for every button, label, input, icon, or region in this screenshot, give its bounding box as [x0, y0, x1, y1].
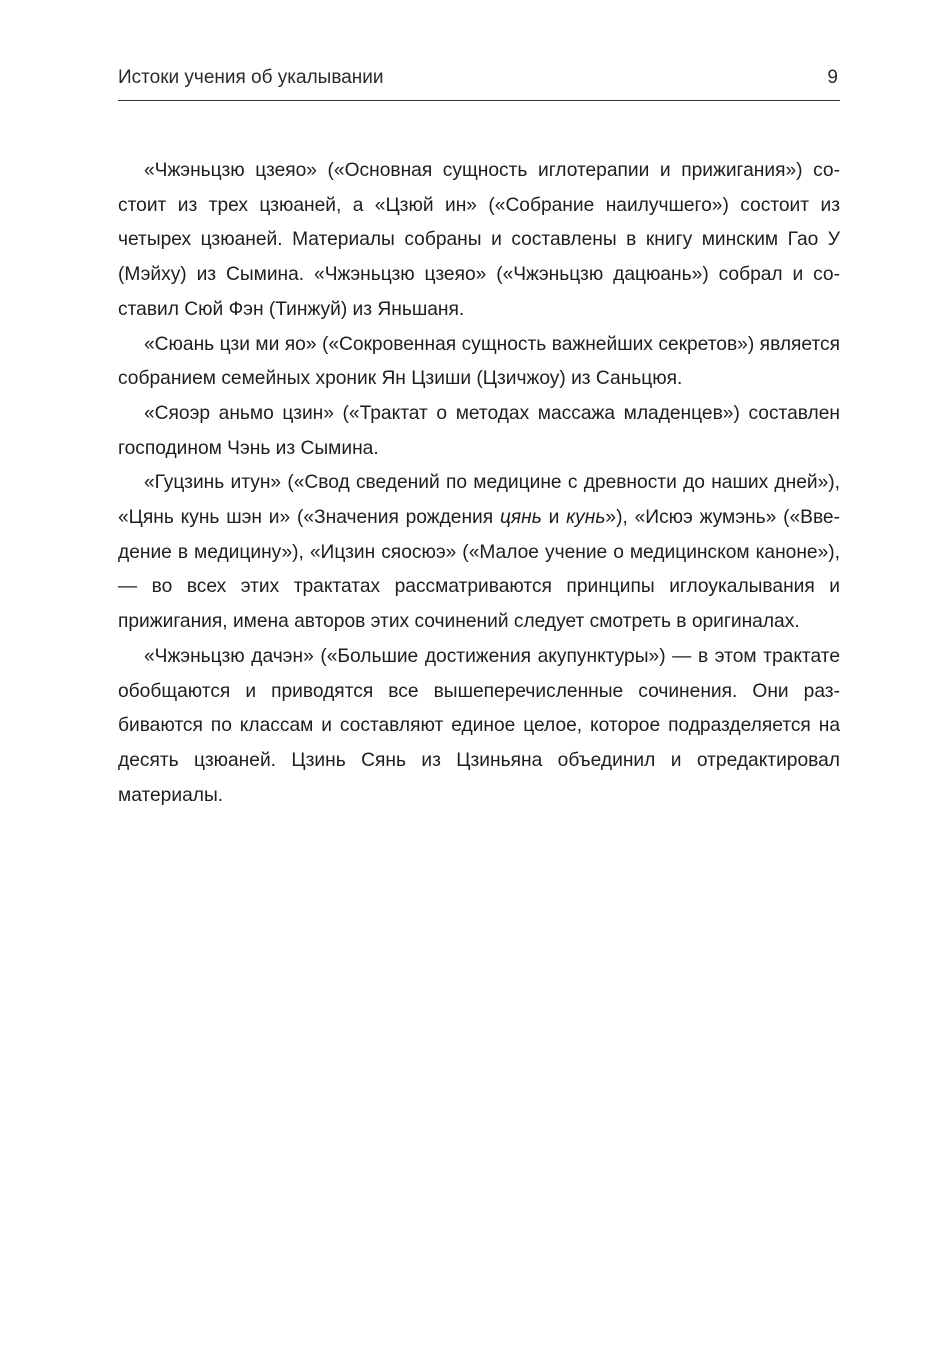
paragraph-2: «Сюань цзи ми яо» («Сокровенная сущность важнейших секретов») является собранием семейных хроник Ян Цзиши (Цзичжоу) из Саньцюя. [118, 333, 840, 390]
paragraph-1: «Чжэньцзю цзеяо» («Основная сущность иглотерапии и прижигания») состоит из трех цзюаней, а «Цзюй ин» («Собрание наилучшего») состоит из четырех цзюаней. Материалы собраны и составлены в книгу минским Гао У (Мэйху) из Сымина. «Чжэньцзю цзеяо» («Чжэньцзю дацюань») собрал и составил Сюй Фэн (Тинжуй) из Яньшаня. [118, 160, 840, 320]
paragraph-4-text-after: »), «Исюэ жумэнь» («Введение в медицину»), «Ицзин сяосюэ» («Малое учение о медицинском каноне»), — во всех этих трактатах рассматриваются принципы иглоукалывания и прижигания, имена авторов этих сочинений следует смотреть в оригиналах. [118, 507, 840, 633]
paragraph-4-text-between: и [541, 507, 567, 529]
running-header [118, 64, 840, 101]
header-title: Истоки учения об укалывании [118, 67, 384, 88]
paragraph-5: «Чжэньцзю дачэн» («Большие достижения акупунктуры») — в этом трактате обобщаются и приводятся все вышеперечисленные сочинения. Они разбиваются по классам и составляют единое целое, которое подразделяется на десять цзюаней. Цзинь Сянь из Цзиньяна объединил и отредактировал материалы. [118, 645, 840, 806]
paragraph-3: «Сяоэр аньмо цзин» («Трактат о методах массажа младенцев») составлен господином Чэнь из Сымина. [118, 402, 840, 459]
italic-term-tsyan: цянь [499, 507, 542, 529]
body-text [118, 154, 840, 813]
paragraph-4 [118, 466, 840, 640]
paragraph-4-text-before: «Гуцзинь итун» («Свод сведений по медицине с древности до наших дней»), «Цянь кунь шэн и» («Значения рождения [118, 472, 840, 529]
italic-term-kun: кунь [566, 507, 606, 529]
page-number: 9 [827, 67, 838, 88]
